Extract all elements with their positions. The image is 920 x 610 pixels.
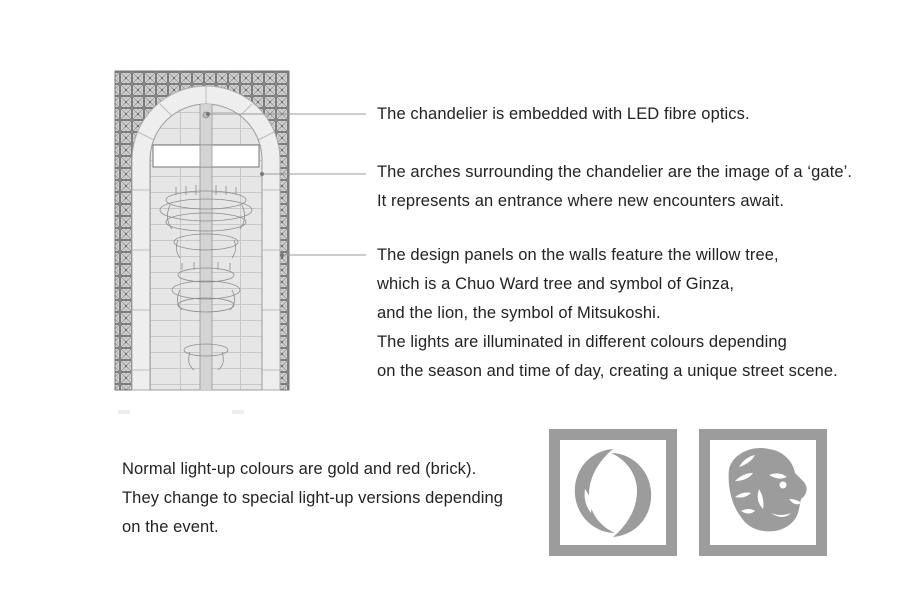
willow-tree-panel (549, 429, 677, 556)
callout-line: It represents an entrance where new encounters await. (377, 192, 785, 210)
callout-gate-arches (377, 158, 852, 216)
callout-line: on the season and time of day, creating a unique street scene. (377, 362, 838, 380)
callout-line: and the lion, the symbol of Mitsukoshi. (377, 304, 661, 322)
callout-line: The arches surrounding the chandelier are the image of a ‘gate’. (377, 163, 853, 181)
callout-line: The chandelier is embedded with LED fibre optics. (377, 105, 750, 123)
callout-line: The lights are illuminated in different colours depending (377, 333, 787, 351)
note-line: They change to special light-up versions depending (122, 489, 504, 507)
callout-line: The design panels on the walls feature the willow tree, (377, 246, 779, 264)
callout-design-panels (377, 241, 838, 386)
lion-panel (699, 429, 827, 556)
callout-led-fibre-optics (377, 100, 750, 129)
note-line: on the event. (122, 518, 219, 536)
light-up-note (122, 455, 503, 542)
callout-line: which is a Chuo Ward tree and symbol of Ginza, (377, 275, 735, 293)
note-line: Normal light-up colours are gold and red (brick). (122, 460, 477, 478)
